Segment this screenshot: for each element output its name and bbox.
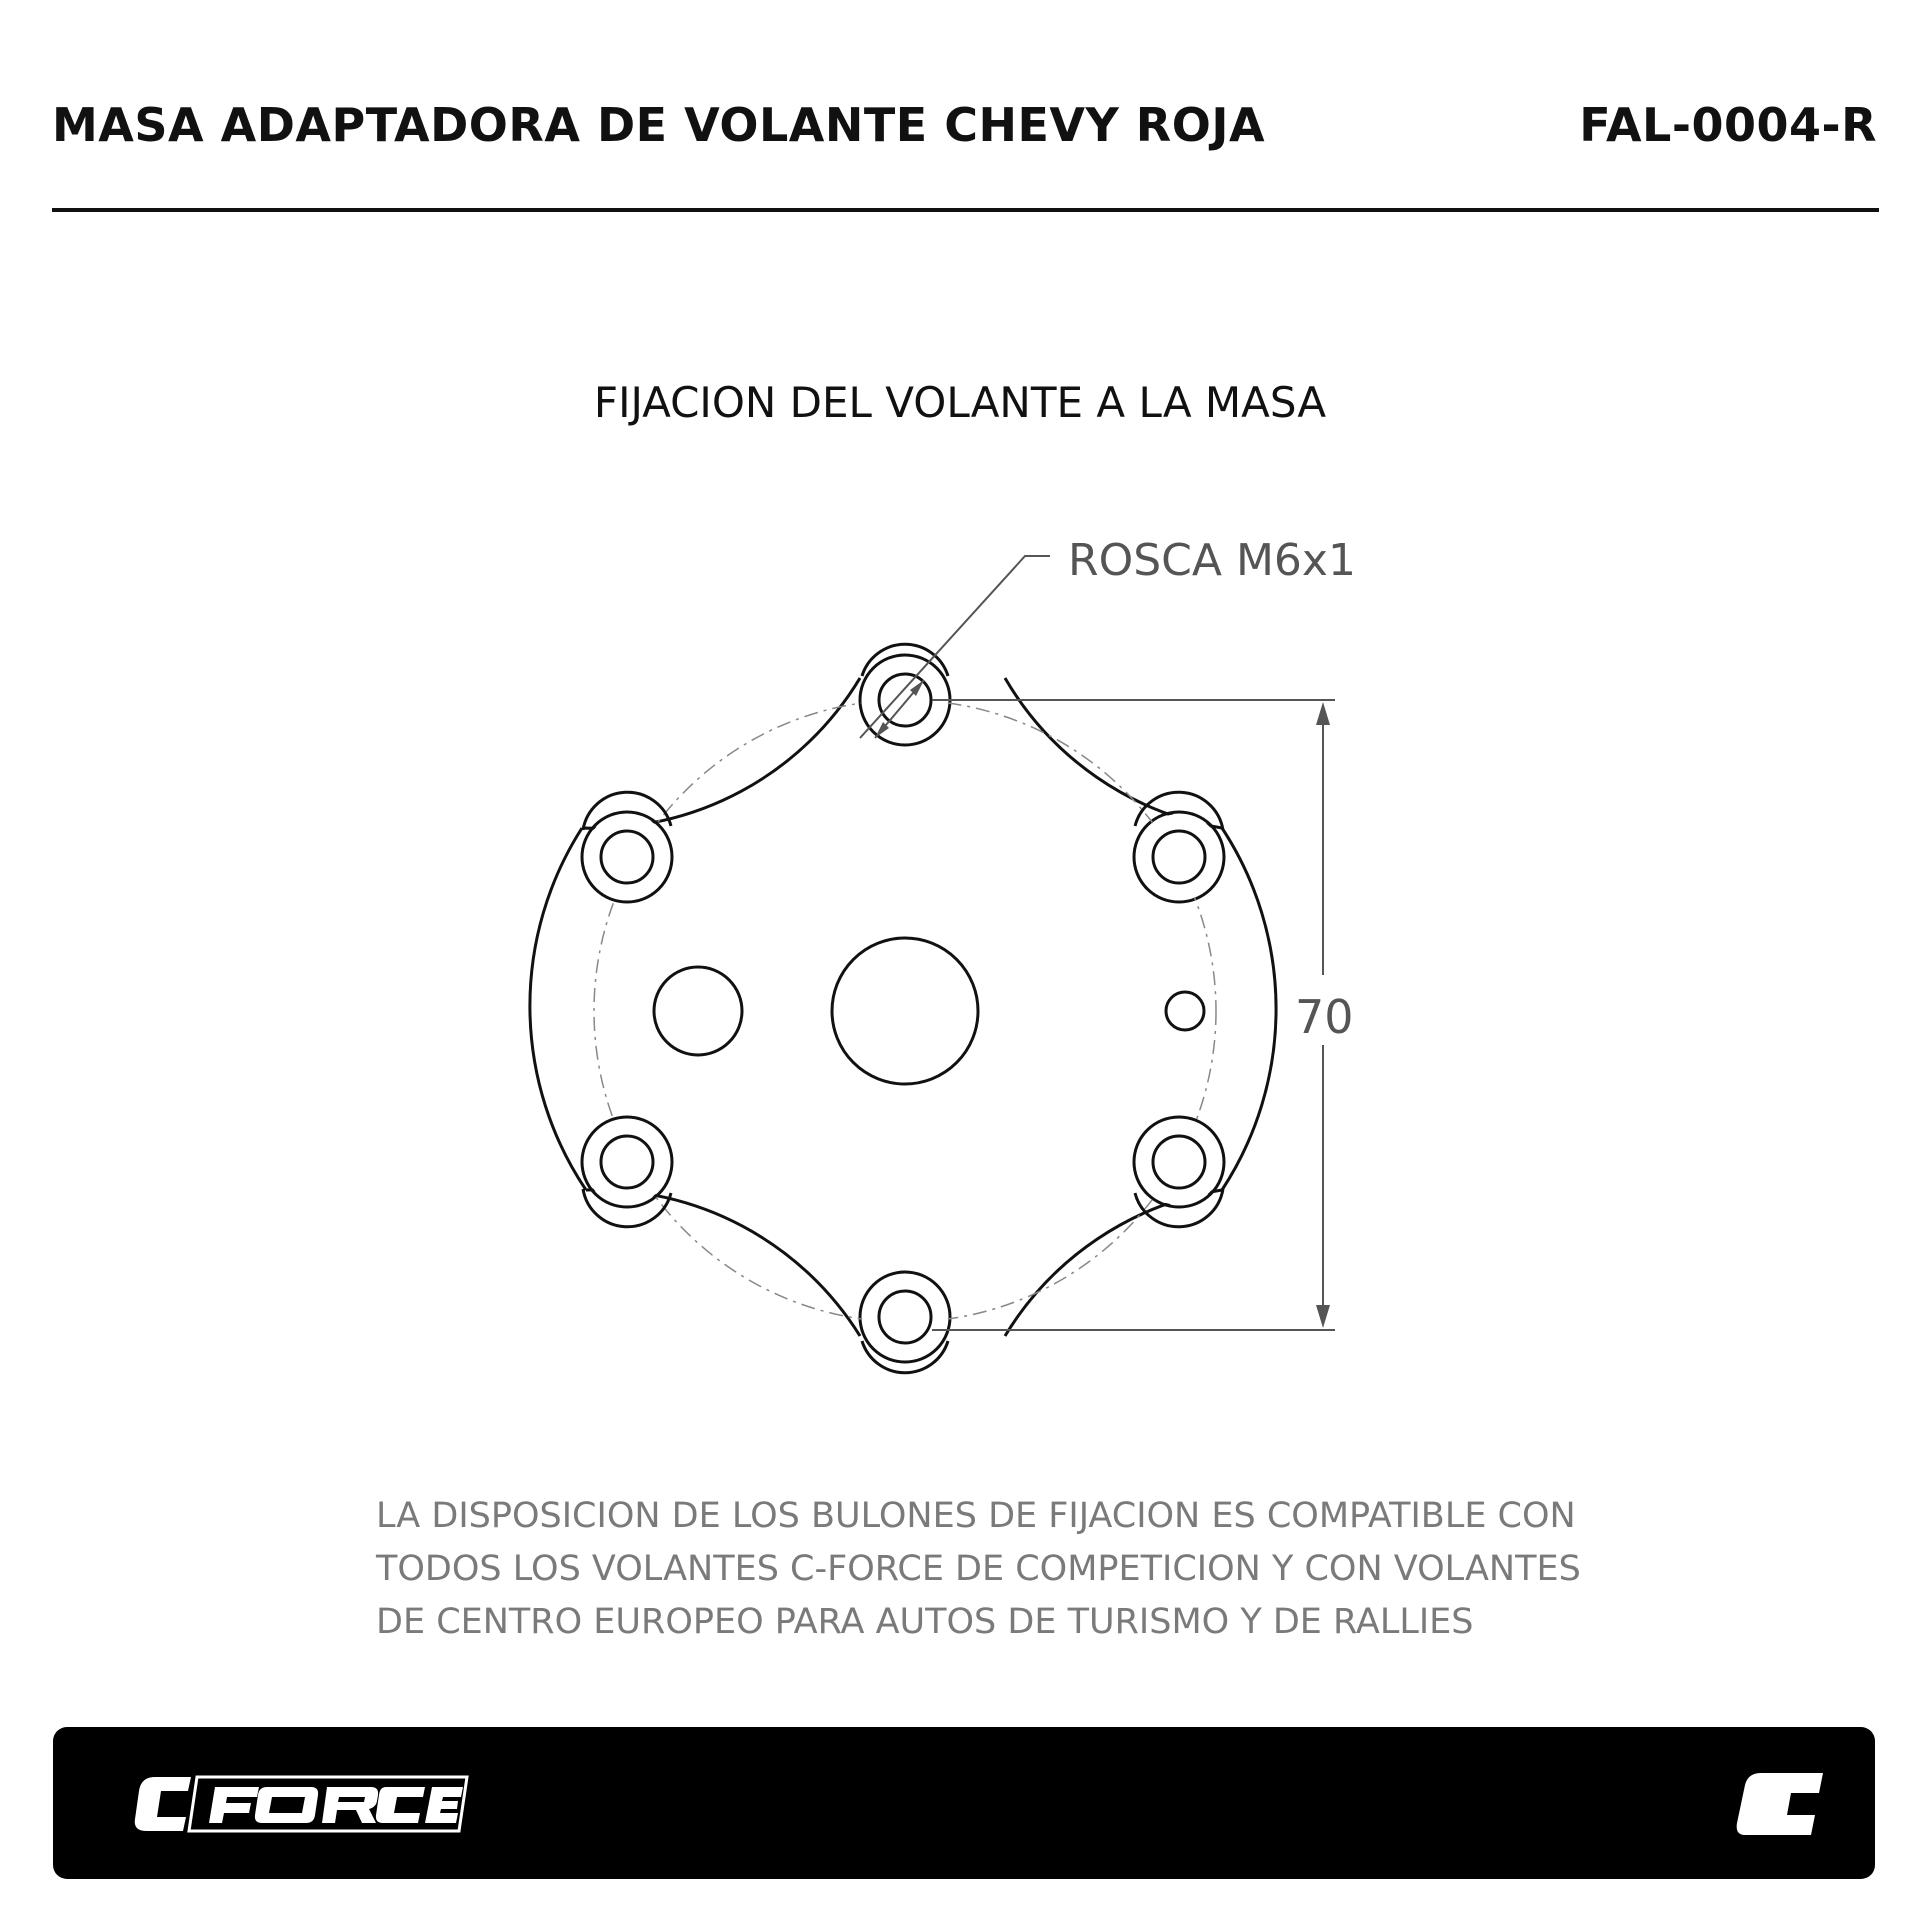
page-title: MASA ADAPTADORA DE VOLANTE CHEVY ROJA — [52, 98, 1266, 152]
note-line: LA DISPOSICION DE LOS BULONES DE FIJACION ES COMPATIBLE CON — [376, 1496, 1576, 1536]
dimension-label: 70 — [1295, 990, 1354, 1044]
center-bore — [832, 938, 978, 1084]
flange-outline — [530, 655, 1276, 1362]
thread-callout: ROSCA M6x1 — [1068, 535, 1356, 586]
dimension-arrow-top — [1316, 702, 1330, 725]
note-line: DE CENTRO EUROPEO PARA AUTOS DE TURISMO Y DE RALLIES — [376, 1602, 1474, 1642]
footer-bar — [53, 1727, 1875, 1879]
side-hole — [654, 967, 742, 1055]
pin-hole — [1166, 992, 1204, 1030]
bolt-holes — [601, 674, 1205, 1343]
compatibility-note — [376, 1490, 1581, 1649]
drawing-title: FIJACION DEL VOLANTE A LA MASA — [593, 378, 1327, 427]
part-code: FAL-0004-R — [1579, 98, 1877, 152]
note-line: TODOS LOS VOLANTES C-FORCE DE COMPETICION Y CON VOLANTES — [376, 1549, 1581, 1589]
cforce-logo — [133, 1769, 473, 1839]
dimension-arrow-bottom — [1316, 1305, 1330, 1328]
cforce-c-icon — [1731, 1769, 1831, 1839]
